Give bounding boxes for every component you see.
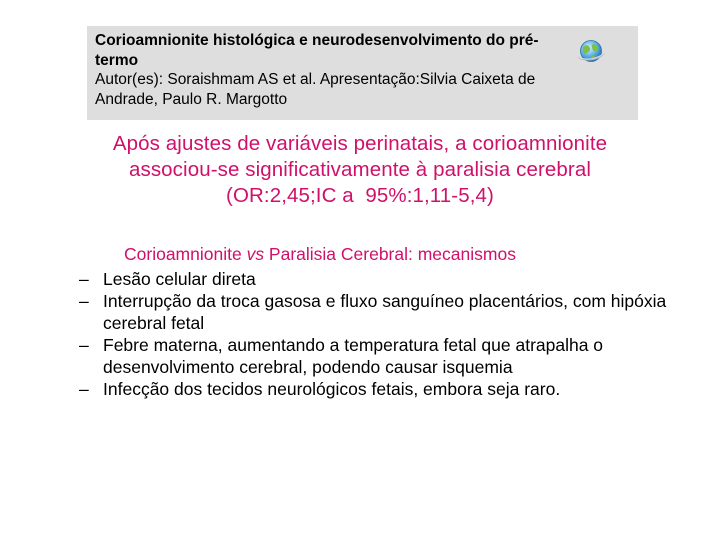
mechanisms-title-part1: Corioamnionite xyxy=(124,244,247,264)
finding-line-2: associou-se significativamente à paralisia cerebral xyxy=(128,158,591,181)
finding-line-1: Após ajustes de variáveis perinatais, a corioamnionite xyxy=(112,132,608,155)
list-item xyxy=(79,378,689,400)
reference-header xyxy=(87,26,638,120)
list-bullet: – xyxy=(79,291,89,311)
list-item-text: Interrupção da troca gasosa e fluxo sanguíneo placentários, com hipóxia cerebral fetal xyxy=(103,291,667,333)
list-item-text: Infecção dos tecidos neurológicos fetais, embora seja raro. xyxy=(103,379,561,399)
list-item-text: Febre materna, aumentando a temperatura fetal que atrapalha o desenvolvimento cerebral, podendo causar isquemia xyxy=(103,335,604,377)
list-item-text: Lesão celular direta xyxy=(103,269,256,289)
globe-icon[interactable] xyxy=(576,38,606,64)
list-bullet: – xyxy=(79,269,89,289)
mechanisms-title xyxy=(124,243,516,265)
main-finding xyxy=(60,131,660,209)
list-item xyxy=(79,290,689,334)
finding-line-3: (OR:2,45;IC a 95%:1,11-5,4) xyxy=(226,184,494,207)
list-bullet: – xyxy=(79,335,89,355)
mechanisms-title-vs: vs xyxy=(246,244,265,264)
article-authors: Autor(es): Soraishmam AS et al. Apresentação:Silvia Caixeta de Andrade, Paulo R. Margotto xyxy=(95,71,536,108)
mechanisms-list xyxy=(79,268,689,400)
list-item xyxy=(79,334,689,378)
list-item xyxy=(79,268,689,290)
article-title: Corioamnionite histológica e neurodesenvolvimento do pré-termo xyxy=(95,32,539,69)
list-bullet: – xyxy=(79,379,89,399)
mechanisms-title-part2: Paralisia Cerebral: mecanismos xyxy=(264,244,516,264)
